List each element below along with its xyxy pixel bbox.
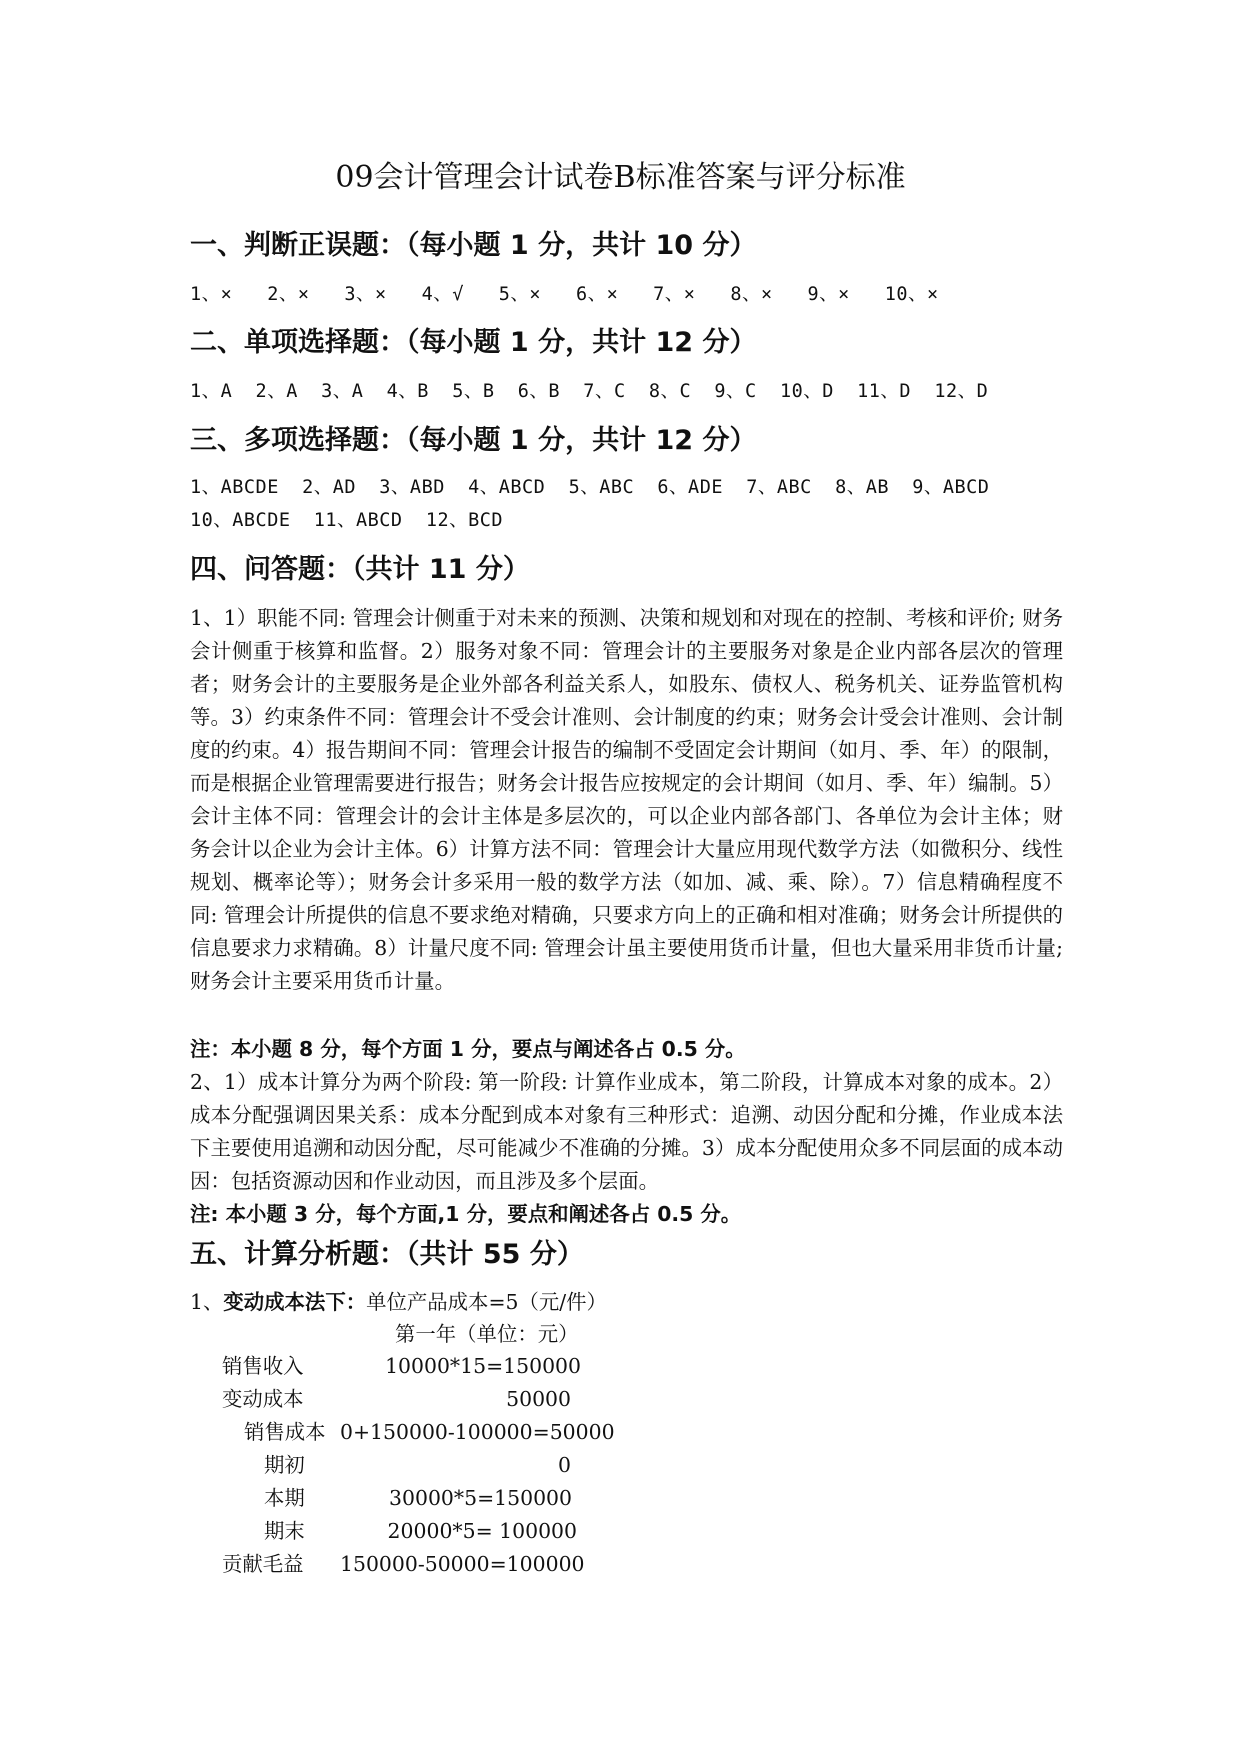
row-value: 20000*5= 100000	[387, 1519, 577, 1543]
calc-item-unit-cost: 单位产品成本=5（元/件）	[366, 1290, 607, 1314]
note-q2: 注: 本小题 3 分，每个方面,1 分，要点和阐述各占 0.5 分。	[190, 1202, 742, 1226]
section-heading-judgement: 一、判断正误题：（每小题 1 分，共计 10 分）	[190, 230, 757, 261]
document-title: 09会计管理会计试卷B标准答案与评分标准	[335, 160, 906, 195]
row-label: 本期	[264, 1486, 305, 1510]
calc-item-prefix: 1、	[190, 1290, 224, 1314]
row-value: 30000*5=150000	[389, 1486, 572, 1510]
note-q1: 注：本小题 8 分，每个方面 1 分，要点与阐述各占 0.5 分。	[190, 1037, 746, 1061]
answer-q1: 1、1）职能不同: 管理会计侧重于对未来的预测、决策和规划和对现在的控制、考核和评价; 财务会计侧重于核算和监督。2）服务对象不同：管理会计的主要服务对象是企业内部各层次的管理者；财务会计的主要服务是企业外部各利益关系人，如股东、债权人、税务机关、证券监管机构等。3）约束条件不同：管理会计不受会计准则、会计制度的约束；财务会计受会计准则、会计制度的约束。4）报告期间不同：管理会计报告的编制不受固定会计期间（如月、季、年）的限制，而是根据企业管理需要进行报告；财务会计报告应按规定的会计期间（如月、季、年）编制。5）会计主体不同：管理会计的会计主体是多层次的，可以企业内部各部门、各单位为会计主体；财务会计以企业为会计主体。6）计算方法不同：管理会计大量应用现代数学方法（如微积分、线性规划、概率论等）；财务会计多采用一般的数学方法（如加、减、乘、除）。7）信息精确程度不同: 管理会计所提供的信息不要求绝对精确，只要求方向上的正确和相对准确；财务会计所提供的信息要求力求精确。8）计量尺度不同: 管理会计虽主要使用货币计量，但也大量采用非货币计量; 财务会计主要采用货币计量。	[190, 606, 1063, 993]
answers-judgement: 1、× 2、× 3、× 4、√ 5、× 6、× 7、× 8、× 9、× 10、×	[190, 284, 939, 305]
row-value: 0+150000-100000=50000	[340, 1420, 615, 1444]
answers-single-choice: 1、A 2、A 3、A 4、B 5、B 6、B 7、C 8、C 9、C 10、D 11、D 12、D	[190, 381, 989, 402]
section-heading-multiple-choice: 三、多项选择题：（每小题 1 分，共计 12 分）	[190, 425, 757, 456]
row-value: 50000	[506, 1387, 571, 1411]
answers-multiple-choice-line2: 10、ABCDE 11、ABCD 12、BCD	[190, 510, 504, 531]
calc-item-method: 变动成本法下：	[223, 1290, 367, 1314]
section-heading-calculation: 五、计算分析题：（共计 55 分）	[190, 1239, 584, 1270]
answers-multiple-choice-line1: 1、ABCDE 2、AD 3、ABD 4、ABCD 5、ABC 6、ADE 7、ABC 8、AB 9、ABCD	[190, 477, 990, 498]
section-heading-qa: 四、问答题：（共计 11 分）	[190, 554, 530, 585]
answer-q2: 2、1）成本计算分为两个阶段: 第一阶段: 计算作业成本，第二阶段，计算成本对象的成本。2）成本分配强调因果关系：成本分配到成本对象有三种形式：追溯、动因分配和分摊，作业成本法下主要使用追溯和动因分配，尽可能减少不准确的分摊。3）成本分配使用众多不同层面的成本动因：包括资源动因和作业动因，而且涉及多个层面。	[190, 1070, 1063, 1193]
row-label: 期初	[264, 1453, 305, 1477]
row-label: 销售成本	[244, 1420, 326, 1444]
table-title: 第一年（单位：元）	[395, 1322, 579, 1346]
row-value: 10000*15=150000	[385, 1354, 581, 1378]
row-label: 变动成本	[222, 1387, 304, 1411]
calc-item-1	[190, 1286, 607, 1319]
row-value: 0	[558, 1453, 571, 1477]
section-heading-single-choice: 二、单项选择题：（每小题 1 分，共计 12 分）	[190, 327, 757, 358]
row-value: 150000-50000=100000	[340, 1552, 585, 1576]
row-label: 期末	[264, 1519, 305, 1543]
row-label: 贡献毛益	[222, 1552, 304, 1576]
row-label: 销售收入	[222, 1354, 304, 1378]
